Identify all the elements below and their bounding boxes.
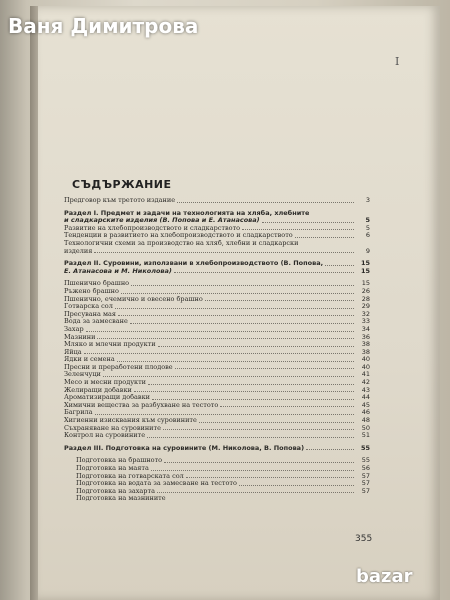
toc-entry-text: Подготовка на брашното — [76, 457, 163, 465]
toc-entry — [64, 210, 370, 218]
toc-entry — [64, 197, 370, 205]
toc-leader-dots — [115, 307, 354, 309]
toc-entry — [64, 445, 370, 453]
toc-entry — [64, 465, 370, 473]
toc-entry-text: Подготовка на готварската сол — [76, 472, 184, 480]
toc-leader-dots — [86, 330, 354, 332]
toc-entry — [64, 417, 370, 425]
toc-entry-page: 26 — [361, 286, 370, 295]
toc-entry — [64, 402, 370, 410]
toc-leader-dots — [148, 383, 354, 385]
toc-entry-page: 28 — [361, 294, 370, 303]
marketplace-logo: bazar — [356, 566, 413, 587]
toc-entry-page: 55 — [361, 456, 370, 465]
toc-entry — [64, 457, 370, 465]
toc-entry-text: Пресувана мая — [64, 310, 116, 318]
toc-entry-text: Подготовка на водата за замесване на тестото — [76, 480, 237, 488]
toc-leader-dots — [147, 436, 354, 438]
toc-entry — [64, 217, 370, 225]
toc-entry — [64, 260, 370, 268]
toc-entry-text: Ръжено брашно — [64, 287, 119, 295]
toc-entry-text: Готварска сол — [64, 303, 113, 311]
toc-entry-text: Предговор към третото издание — [64, 197, 176, 204]
toc-entry-page: 45 — [361, 400, 370, 409]
toc-entry — [64, 311, 370, 319]
page-number: 355 — [355, 534, 373, 544]
toc-entry-text: и сладкарските изделия (В. Попова и Е. Атанасова) — [64, 217, 260, 225]
toc-leader-dots — [174, 271, 354, 273]
toc-leader-dots — [117, 360, 354, 362]
toc-entry-page: 15 — [360, 266, 370, 275]
toc-leader-dots — [220, 405, 354, 407]
toc-entry-text: Месо и месни продукти — [64, 379, 147, 387]
toc-entry — [64, 318, 370, 326]
toc-entry-page: 48 — [361, 416, 370, 425]
toc-entry — [64, 334, 370, 342]
toc-leader-dots — [239, 484, 354, 486]
toc-leader-dots — [95, 413, 354, 415]
toc-leader-dots — [163, 428, 354, 430]
toc-entry-page: 3 — [365, 196, 370, 204]
toc-entry-page: 55 — [360, 443, 370, 452]
toc-leader-dots — [134, 390, 354, 392]
toc-entry-page: 5 — [365, 223, 370, 232]
toc-leader-dots — [97, 337, 354, 339]
toc-leader-dots — [164, 461, 354, 463]
toc-entry-page: 42 — [361, 378, 370, 387]
toc-entry — [64, 488, 370, 496]
toc-entry-page: 36 — [361, 332, 370, 341]
toc-leader-dots — [295, 236, 354, 238]
toc-entry — [64, 288, 370, 296]
toc-leader-dots — [306, 448, 354, 450]
toc-list — [64, 197, 370, 503]
toc-leader-dots — [325, 264, 354, 266]
toc-entry — [64, 495, 370, 503]
toc-entry — [64, 349, 370, 357]
toc-entry — [64, 425, 370, 433]
toc-entry — [64, 326, 370, 334]
toc-entry-text: Зеленчуци — [64, 371, 101, 379]
toc-entry-text: Яйца — [64, 348, 82, 356]
toc-entry-text: Раздел III. Подготовка на суровините (М. Николова, В. Попова) — [64, 444, 305, 452]
toc-entry — [64, 409, 370, 417]
toc-leader-dots — [199, 421, 354, 423]
toc-entry-page: 15 — [360, 259, 370, 268]
toc-entry — [64, 371, 370, 379]
toc-leader-dots — [118, 314, 354, 316]
toc-entry-page: 41 — [361, 370, 370, 379]
toc-leader-dots — [131, 284, 354, 286]
toc-leader-dots — [205, 299, 354, 301]
toc-entry — [64, 296, 370, 304]
toc-entry — [64, 356, 370, 364]
toc-entry-text: Вода за замесване — [64, 318, 128, 326]
toc-entry-text: Подготовка на мазнините — [76, 495, 166, 503]
toc-entry-text: Технологични схеми за производство на хляб, хлебни и сладкарски — [64, 239, 299, 247]
toc-entry-text: Пшенично брашно — [64, 280, 130, 288]
toc-title: СЪДЪРЖАНИЕ — [72, 178, 172, 191]
toc-entry-text: Подготовка на маята — [76, 465, 149, 472]
toc-entry-text: Ароматизиращи добавки — [64, 394, 150, 402]
toc-entry — [64, 480, 370, 488]
toc-entry-page: 6 — [365, 231, 370, 240]
toc-leader-dots — [177, 201, 354, 203]
toc-entry-text: Желиращи добавки — [64, 386, 132, 394]
corner-mark: I — [395, 55, 400, 68]
toc-leader-dots — [151, 469, 354, 471]
toc-entry-text: Химични вещества за разбухване на тестото — [64, 401, 219, 409]
toc-leader-dots — [152, 398, 354, 400]
toc-entry-text: Мазнини — [64, 333, 96, 341]
toc-leader-dots — [262, 221, 354, 223]
toc-entry-text: Пшенично, ечемично и овесено брашно — [64, 295, 203, 303]
toc-entry-text: Е. Атанасова и М. Николова) — [64, 267, 172, 275]
toc-entry-page: 44 — [361, 393, 370, 402]
toc-entry — [64, 232, 370, 240]
toc-leader-dots — [130, 322, 354, 324]
toc-entry-text: Раздел II. Суровини, използвани в хлебопроизводството (В. Попова, — [64, 260, 324, 268]
toc-entry-text: Пресни и преработени плодове — [64, 363, 173, 371]
toc-entry — [64, 341, 370, 349]
toc-entry-page: 56 — [361, 464, 370, 472]
seller-watermark: Ваня Димитрова — [8, 14, 199, 38]
toc-entry-page: 38 — [361, 347, 370, 356]
toc-entry — [64, 280, 370, 288]
toc-entry-text: Контрол на суровините — [64, 432, 146, 440]
toc-leader-dots — [157, 491, 354, 493]
toc-entry-page: 29 — [361, 302, 370, 311]
toc-entry-page: 57 — [361, 471, 370, 480]
toc-entry-page: 40 — [361, 362, 370, 371]
toc-entry — [64, 432, 370, 440]
toc-entry — [64, 379, 370, 387]
toc-leader-dots — [121, 292, 354, 294]
toc-entry-page: 57 — [361, 486, 370, 495]
toc-entry — [64, 225, 370, 233]
toc-entry — [64, 240, 370, 248]
toc-entry — [64, 394, 370, 402]
toc-entry-page: 38 — [361, 340, 370, 349]
toc-entry-text: изделия — [64, 247, 93, 255]
toc-entry — [64, 387, 370, 395]
toc-leader-dots — [158, 345, 354, 347]
toc-entry-page: 32 — [361, 309, 370, 318]
toc-entry-page: 33 — [361, 317, 370, 326]
toc-entry-page: 50 — [361, 423, 370, 432]
toc-entry-page: 40 — [361, 355, 370, 364]
toc-entry-page: 15 — [361, 279, 370, 288]
toc-entry-text: Хигиенни изисквания към суровините — [64, 417, 197, 425]
toc-entry — [64, 268, 370, 276]
toc-leader-dots — [84, 352, 354, 354]
toc-entry-page: 57 — [361, 479, 370, 488]
toc-entry-text: Подготовка на захарта — [76, 487, 155, 495]
toc-entry-page: 43 — [361, 385, 370, 394]
toc-leader-dots — [175, 367, 354, 369]
toc-entry-page: 34 — [361, 324, 370, 333]
toc-leader-dots — [186, 476, 354, 478]
toc-leader-dots — [242, 228, 354, 230]
toc-entry — [64, 303, 370, 311]
toc-entry-text: Мляко и млечни продукти — [64, 341, 156, 349]
toc-entry-text: Захар — [64, 325, 84, 333]
toc-entry — [64, 248, 370, 256]
toc-entry-page: 46 — [361, 408, 370, 417]
toc-entry-text: Съхраняване на суровините — [64, 424, 161, 432]
toc-entry-text: Развитие на хлебопроизводството и сладкарството — [64, 224, 241, 232]
toc-entry-text: Тенденции в развитието на хлебопроизводството и сладкарството — [64, 232, 293, 240]
toc-entry-page: 51 — [361, 431, 370, 440]
toc-leader-dots — [94, 251, 354, 253]
toc-leader-dots — [103, 375, 354, 377]
toc-entry-page: 5 — [365, 216, 370, 225]
toc-entry — [64, 364, 370, 372]
toc-entry-page: 9 — [365, 246, 370, 255]
toc-entry-text: Багрила — [64, 409, 93, 417]
toc-entry-text: Ядки и семена — [64, 356, 115, 364]
toc-entry-text: Раздел I. Предмет и задачи на технологията на хляба, хлебните — [64, 209, 310, 217]
toc-entry — [64, 473, 370, 481]
